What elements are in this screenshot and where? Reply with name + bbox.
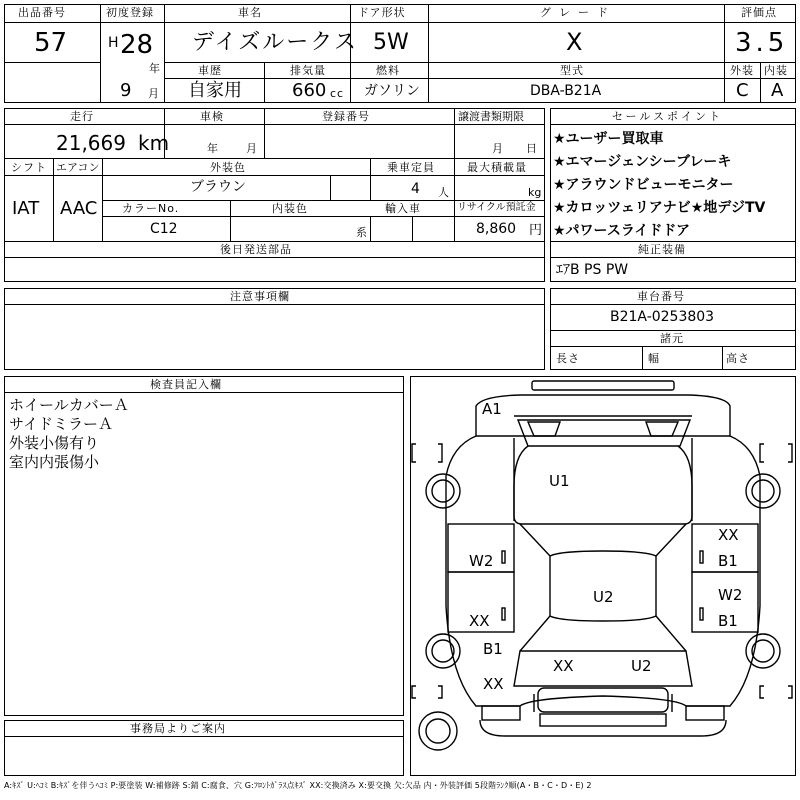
damage-legend: A:ｷｽﾞ U:ﾍｺﾐ B:ｷｽﾞを伴うﾍｺﾐ P:要塗装 W:補修跡 S:錆 C:腐食、穴 G:ﾌﾛﾝﾄｶﾞﾗｽ点ｷｽﾞ XX:交換済み X:要交換 欠:欠品 内・外装評価 5段階ﾗﾝｸ順(A・B・C・D・E) 2 (4, 781, 592, 790)
dims-length: 長さ (556, 352, 580, 365)
inspector-label: 検査員記入欄 (150, 378, 222, 391)
reg-era: H (108, 35, 119, 51)
chassis-label: 車台番号 (637, 290, 685, 303)
intcolor-unit: 系 (356, 226, 368, 239)
mileage-label: 走行 (70, 110, 94, 123)
load-unit: kg (528, 186, 542, 199)
displacement: 660 (292, 80, 327, 101)
inspector-line: サイドミラーＡ (9, 415, 113, 433)
equip: ｴｱB PS PW (556, 262, 629, 278)
mark-u2-rear: U2 (631, 657, 652, 675)
mark-w2-left: W2 (469, 552, 494, 570)
int-score: A (771, 80, 784, 101)
transfer-label: 譲渡書類期限 (458, 110, 524, 123)
ext-score: C (736, 80, 749, 101)
inspect-label: 車検 (200, 110, 224, 123)
sales-point: ★パワースライドドア (553, 223, 691, 239)
dims-width: 幅 (648, 352, 660, 365)
sales-point: ★アラウンドビューモニター (553, 177, 734, 193)
score: 3.5 (735, 28, 789, 58)
intcolor-label: 内装色 (272, 202, 308, 215)
sales-point: ★ユーザー買取車 (553, 131, 664, 147)
mileage-unit: km (138, 131, 170, 155)
reg-year: 28 (120, 30, 154, 60)
grade: X (566, 28, 583, 56)
disp-label: 排気量 (290, 64, 326, 77)
color-label: 外装色 (210, 161, 246, 174)
sales-point: ★カロッツェリアナビ★地デジTV (553, 200, 766, 216)
recycle-unit: 円 (529, 223, 543, 238)
lot-number: 57 (34, 28, 68, 58)
load-label: 最大積載量 (467, 161, 527, 174)
inspect-month-unit: 月 (246, 142, 258, 155)
office-label: 事務局よりご案内 (130, 722, 226, 735)
reg-label: 初度登録 (106, 6, 154, 19)
ext-label: 外装 (730, 64, 754, 77)
fuel-label: 燃料 (376, 64, 400, 77)
reg-year-unit: 年 (149, 62, 161, 75)
sales-points-label: セールスポイント (612, 110, 724, 123)
shift-label: シフト (11, 161, 47, 174)
color: ブラウン (190, 179, 246, 195)
door-type: 5W (373, 30, 409, 55)
sales-points-list (553, 128, 795, 243)
mark-b1-right: B1 (718, 552, 738, 570)
sales-point: ★エマージェンシーブレーキ (553, 154, 732, 170)
fuel: ガソリン (364, 83, 420, 99)
inspector-line: 外装小傷有り (9, 434, 100, 452)
equip-label: 純正装備 (638, 243, 686, 256)
transfer-day-unit: 日 (526, 142, 538, 155)
mark-b1-right-rear: B1 (718, 612, 738, 630)
score-label: 評価点 (741, 6, 777, 19)
dims-height: 高さ (726, 352, 750, 365)
mark-xx-rear: XX (553, 657, 574, 675)
mark-u2-center: U2 (593, 588, 614, 606)
mark-b1-left: B1 (483, 640, 503, 658)
history: 自家用 (188, 80, 242, 101)
capacity: 4 (411, 181, 420, 197)
car-diagram (410, 376, 796, 776)
reg-month-unit: 月 (148, 87, 160, 100)
mark-xx-right: XX (718, 526, 739, 544)
car-name: デイズルークス (192, 30, 359, 55)
ac-label: エアコン (56, 161, 100, 174)
inspector-line: 室内内張傷小 (9, 453, 100, 471)
capacity-unit: 人 (438, 186, 450, 199)
chassis-number: B21A-0253803 (610, 309, 715, 325)
grade-label: グレード (540, 6, 616, 19)
mark-xx-left-rear: XX (483, 675, 504, 693)
capacity-label: 乗車定員 (387, 161, 435, 174)
transfer-month-unit: 月 (492, 142, 504, 155)
inspect-year-unit: 年 (207, 142, 219, 155)
mark-a1: A1 (482, 400, 502, 418)
history-label: 車歴 (198, 64, 222, 77)
mileage: 21,669 (56, 131, 126, 155)
mark-u1: U1 (549, 472, 570, 490)
inspector-line: ホイールカバーＡ (9, 396, 129, 414)
reg-month: 9 (120, 80, 132, 101)
recycle-label: リサイクル預託金 (457, 202, 536, 213)
disp-unit: cc (330, 87, 345, 100)
model: DBA-B21A (530, 83, 602, 99)
door-label: ドア形状 (358, 6, 406, 19)
mark-w2-right: W2 (718, 586, 743, 604)
later-parts-label: 後日発送部品 (220, 243, 292, 256)
mark-xx-left: XX (469, 612, 490, 630)
inspector-comments (9, 396, 129, 472)
colorno: C12 (150, 221, 178, 237)
import-label: 輸入車 (385, 202, 421, 215)
notes-label: 注意事項欄 (230, 290, 290, 303)
colorno-label: カラーNo. (122, 202, 180, 215)
ac: AAC (60, 198, 98, 219)
shift: IAT (12, 198, 40, 219)
name-label: 車名 (238, 6, 262, 19)
plate-label: 登録番号 (322, 110, 370, 123)
recycle: 8,860 (476, 221, 517, 237)
model-label: 型式 (560, 64, 584, 77)
dims-label: 諸元 (660, 332, 684, 345)
lot-label: 出品番号 (18, 6, 66, 19)
int-label: 内装 (764, 64, 788, 77)
